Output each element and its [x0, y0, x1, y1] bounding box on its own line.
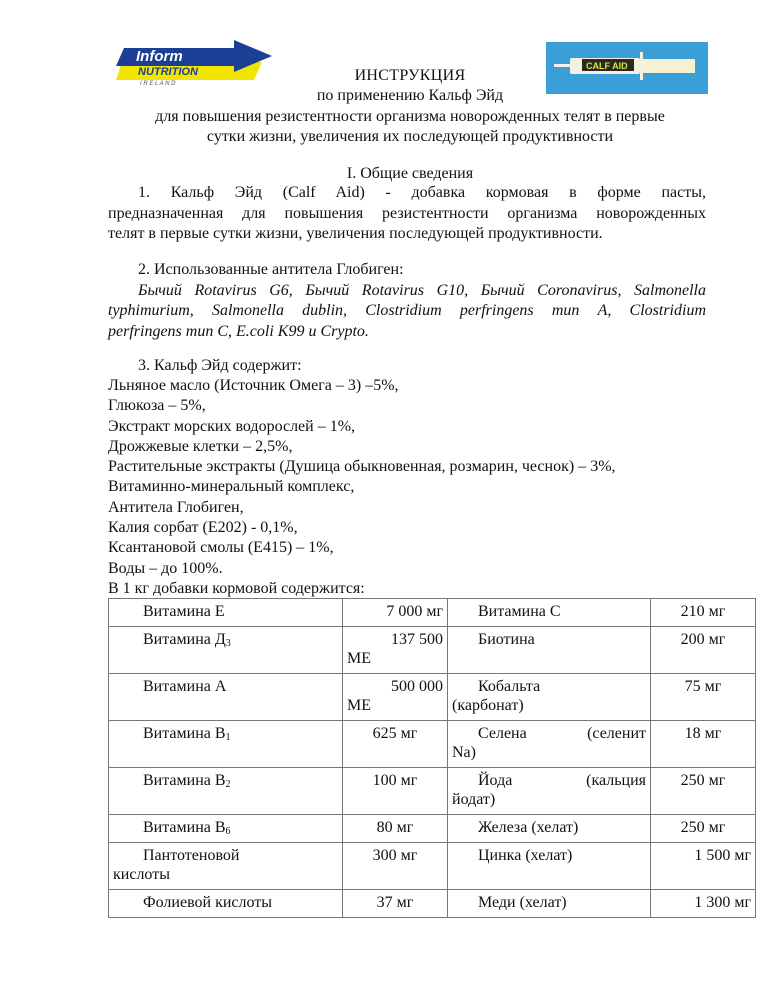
nutrient-subscript: 2: [225, 779, 231, 790]
paragraph-text: 1. Кальф Эйд (Calf Aid) - добавка кормовая в форме пасты,: [138, 184, 706, 201]
nutrient-value: 210 мг: [651, 599, 756, 627]
nutrient-name: [109, 815, 343, 843]
antibodies-line: typhimurium, Salmonella dublin, Clostridium perfringens тип А, Clostridium: [108, 302, 706, 319]
paragraph-antibodies: [108, 260, 706, 342]
ingredient-item: Глюкоза – 5%,: [108, 397, 206, 415]
nutrient-name: [448, 768, 651, 815]
paragraph-line: телят в первые сутки жизни, увеличения последующей продуктивности.: [108, 225, 603, 242]
nutrient-name: [448, 890, 651, 918]
nutrient-value-text: 7 000 мг: [386, 603, 443, 620]
table-row: [109, 627, 756, 674]
table-row: [109, 815, 756, 843]
nutrient-name: [448, 627, 651, 674]
nutrient-name: [448, 843, 651, 890]
ingredient-item: Дрожжевые клетки – 2,5%,: [108, 437, 293, 455]
nutrient-name-text: Цинка (хелат): [478, 847, 573, 864]
composition-table-label: В 1 кг добавки кормовой содержится:: [108, 580, 365, 597]
table-row: [109, 721, 756, 768]
ingredients-list: [108, 376, 616, 579]
paragraph-line: предназначенная для повышения резистентности организма новорожденных: [108, 204, 706, 222]
nutrient-name-text: Пантотеновой: [143, 847, 240, 864]
nutrient-unit: МЕ: [347, 697, 371, 714]
ingredient-item: Ксантановой смолы (Е415) – 1%,: [108, 539, 334, 557]
nutrient-name-line: [452, 724, 646, 743]
nutrient-name-text: Na): [452, 744, 476, 761]
document-description-line-2: сутки жизни, увеличения их последующей продуктивности: [206, 128, 614, 145]
composition-table: [108, 598, 756, 918]
composition-heading: [108, 356, 706, 377]
nutrient-name-text: Меди (хелат): [478, 894, 567, 911]
document-description-line-1: для повышения резистентности организма новорожденных телят в первые: [155, 108, 665, 125]
antibodies-text: Бычий Rotavirus G6, Бычий Rotavirus G10, Бычий Coronavirus, Salmonella: [138, 281, 706, 299]
nutrient-name-text: Витамина С: [478, 603, 561, 620]
nutrient-name: [448, 599, 651, 627]
nutrient-name: [448, 815, 651, 843]
nutrient-name-text: Биотина: [478, 631, 535, 648]
nutrient-name: Витамина Е: [109, 599, 343, 627]
nutrient-name-text: Железа (хелат): [478, 819, 579, 836]
nutrient-name: [109, 768, 343, 815]
nutrient-value: 37 мг: [343, 890, 448, 918]
nutrient-subscript: 6: [225, 826, 231, 837]
logo-nutrition-text: NUTRITION: [138, 66, 198, 78]
nutrient-subscript: 3: [225, 638, 231, 649]
nutrient-name-text: кислоты: [113, 866, 170, 883]
nutrient-value: 250 мг: [651, 815, 756, 843]
nutrient-value-text: 1 300 мг: [694, 894, 751, 911]
nutrient-name-text: Кобальта: [478, 678, 541, 695]
nutrient-name-line: [452, 771, 646, 790]
ingredient-item: Воды – до 100%.: [108, 559, 223, 577]
nutrient-name-text: (селенит: [587, 725, 646, 742]
calf-aid-label: CALF AID: [586, 61, 628, 71]
nutrient-name-text: Витамина В: [143, 772, 226, 789]
nutrient-name: Фолиевой кислоты: [109, 890, 343, 918]
nutrient-value: 80 мг: [343, 815, 448, 843]
nutrient-name: [448, 721, 651, 768]
nutrient-value: [343, 674, 448, 721]
ingredient-item: Калия сорбат (Е202) - 0,1%,: [108, 519, 298, 537]
nutrient-name: Витамина А: [109, 674, 343, 721]
nutrient-name-text: Витамина В: [143, 819, 226, 836]
nutrient-name: [448, 674, 651, 721]
nutrient-value-text: 500 000: [391, 678, 443, 695]
logo-ireland-text: I R E L A N D: [140, 81, 176, 86]
nutrient-value: 625 мг: [343, 721, 448, 768]
nutrient-name: [109, 843, 343, 890]
logo-inform-text: Inform: [136, 48, 183, 65]
document-title: ИНСТРУКЦИЯ: [354, 67, 466, 84]
nutrient-value-text: 1 500 мг: [694, 847, 751, 864]
nutrient-value: [343, 599, 448, 627]
nutrient-unit: МЕ: [347, 650, 371, 667]
antibodies-heading: [108, 260, 706, 281]
ingredient-item: Экстракт морских водорослей – 1%,: [108, 417, 356, 435]
nutrient-name-text: Селена: [478, 725, 527, 742]
nutrient-name-text: (кальция: [586, 772, 646, 789]
nutrient-name: [109, 721, 343, 768]
nutrient-name-text: (карбонат): [452, 697, 524, 714]
nutrient-name-text: Витамина В: [143, 725, 226, 742]
nutrient-value: 300 мг: [343, 843, 448, 890]
paragraph-general-info: [108, 183, 706, 245]
nutrient-name-text: Йода: [478, 772, 513, 789]
nutrient-subscript: 1: [225, 732, 231, 743]
ingredient-item: Антитела Глобиген,: [108, 498, 244, 516]
nutrient-value-text: 137 500: [391, 631, 443, 648]
document-subtitle: по применению Кальф Эйд: [316, 87, 504, 104]
ingredient-item: Растительные экстракты (Душица обыкновенная, розмарин, чеснок) – 3%,: [108, 458, 616, 476]
nutrient-value: 18 мг: [651, 721, 756, 768]
table-row: [109, 890, 756, 918]
table-row: [109, 674, 756, 721]
ingredient-item: Витаминно-минеральный комплекс,: [108, 478, 355, 496]
nutrient-value: 200 мг: [651, 627, 756, 674]
nutrient-value: 75 мг: [651, 674, 756, 721]
section-1-heading: I. Общие сведения: [346, 165, 474, 182]
ingredient-item: Льняное масло (Источник Омега – 3) –5%,: [108, 377, 399, 394]
nutrient-name-text: йодат): [452, 791, 496, 808]
composition-heading-text: 3. Кальф Эйд содержит:: [138, 357, 302, 374]
nutrient-value: [343, 627, 448, 674]
table-row: [109, 599, 756, 627]
table-row: [109, 768, 756, 815]
nutrient-value: [651, 843, 756, 890]
nutrient-value: 250 мг: [651, 768, 756, 815]
nutrient-value: 100 мг: [343, 768, 448, 815]
nutrient-name-text: Витамина Д: [143, 631, 226, 648]
antibodies-heading-text: 2. Использованные антитела Глобиген:: [138, 261, 404, 278]
paragraph-line: [108, 183, 706, 204]
nutrient-name: [109, 627, 343, 674]
antibodies-line: perfringens тип С, E.coli K99 и Crypto.: [108, 322, 369, 340]
antibodies-line: [108, 281, 706, 302]
table-row: [109, 843, 756, 890]
nutrient-value: [651, 890, 756, 918]
